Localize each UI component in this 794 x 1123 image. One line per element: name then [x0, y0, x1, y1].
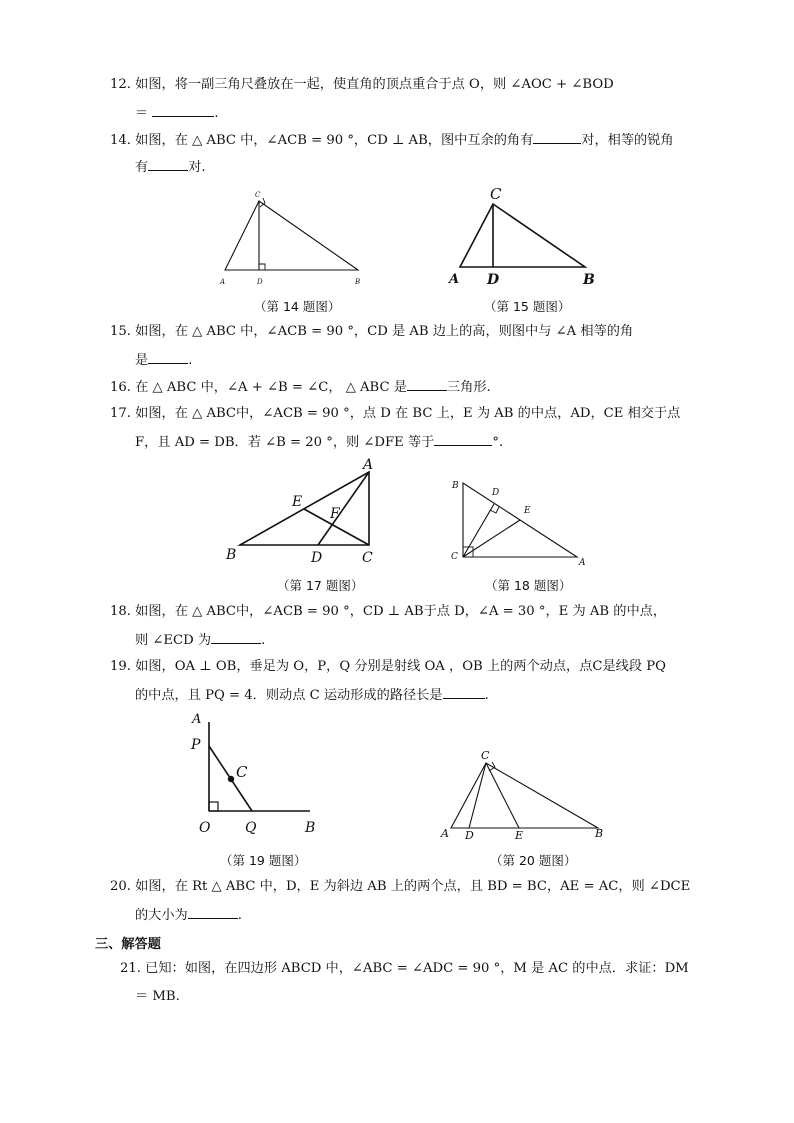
label-b: B	[305, 820, 316, 836]
caption-fig17: （第 17 题图）	[277, 578, 364, 593]
answer-blank[interactable]	[148, 158, 188, 171]
label-d: D	[487, 272, 500, 288]
label-c: C	[362, 550, 373, 566]
label-d: D	[492, 488, 500, 498]
figure-17	[222, 455, 382, 570]
caption-fig19: （第 19 题图）	[220, 853, 307, 868]
caption-fig20: （第 20 题图）	[490, 853, 577, 868]
label-e: E	[524, 506, 531, 516]
label-b: B	[595, 827, 604, 840]
figure-14	[215, 185, 375, 295]
figure-15	[445, 185, 605, 295]
label-c: C	[451, 552, 458, 562]
label-f: F	[330, 506, 340, 522]
answer-blank[interactable]	[148, 351, 188, 364]
q12-line2: ＝ .	[135, 106, 219, 121]
label-p: P	[191, 737, 201, 753]
figure-19	[185, 708, 325, 838]
label-a: A	[579, 558, 586, 568]
label-a: A	[192, 712, 202, 727]
label-a: A	[220, 278, 226, 286]
answer-blank[interactable]	[533, 131, 581, 144]
q21-line1: 21. 已知：如图，在四边形 ABCD 中，∠ABC = ∠ADC = 90 °，M 是 AC 的中点．求证：DM	[120, 961, 689, 976]
answer-blank[interactable]	[152, 104, 214, 117]
label-b: B	[452, 481, 459, 491]
q18-line2: 则 ∠ECD 为 .	[135, 633, 266, 648]
q19-line1: 19. 如图，OA ⊥ OB，垂足为 O，P，Q 分别是射线 OA ，OB 上的两个动点，点C是线段 PQ	[110, 659, 666, 674]
label-b: B	[355, 278, 361, 286]
label-e: E	[515, 829, 524, 842]
label-o: O	[199, 820, 211, 836]
label-c: C	[481, 749, 490, 762]
label-b: B	[583, 272, 595, 288]
label-d: D	[257, 278, 263, 286]
q14-line1: 14. 如图，在 △ ABC 中，∠ACB = 90 °，CD ⊥ AB，图中互余的角有 对，相等的锐角	[110, 133, 674, 148]
q15-line1: 15. 如图，在 △ ABC 中，∠ACB = 90 °，CD 是 AB 边上的高，则图中与 ∠A 相等的角	[110, 324, 634, 339]
q16-line1: 16. 在 △ ABC 中，∠A + ∠B = ∠C， △ ABC 是 三角形.	[110, 380, 491, 395]
label-c: C	[490, 185, 502, 203]
label-q: Q	[245, 820, 257, 836]
answer-blank[interactable]	[211, 631, 261, 644]
section-title: 三、解答题	[95, 937, 161, 952]
q20-line2: 的大小为 .	[135, 908, 242, 923]
q18-line1: 18. 如图，在 △ ABC中，∠ACB = 90 °，CD ⊥ AB于点 D，∠A = 30 °，E 为 AB 的中点，	[110, 604, 667, 619]
label-b: B	[226, 547, 237, 563]
caption-fig14: （第 14 题图）	[254, 299, 341, 314]
label-e: E	[292, 494, 303, 510]
answer-blank[interactable]	[443, 686, 485, 699]
label-c: C	[255, 191, 261, 199]
q21-line2: ＝ MB.	[135, 989, 180, 1004]
figure-20	[435, 745, 615, 845]
caption-fig15: （第 15 题图）	[484, 299, 571, 314]
q12-line1: 12. 如图，将一副三角尺叠放在一起，使直角的顶点重合于点 O，则 ∠AOC + ∠BOD	[110, 77, 614, 92]
label-d: D	[465, 829, 474, 842]
q14-line2: 有 对.	[135, 160, 206, 175]
answer-blank[interactable]	[434, 433, 492, 446]
label-d: D	[311, 550, 323, 566]
answer-blank[interactable]	[407, 378, 447, 391]
q17-line2: F，且 AD = DB．若 ∠B = 20 °，则 ∠DFE 等于 °.	[135, 435, 504, 450]
label-a: A	[449, 272, 460, 287]
q15-line2: 是 .	[135, 353, 193, 368]
answer-blank[interactable]	[188, 906, 238, 919]
label-a: A	[363, 457, 374, 473]
q19-line2: 的中点，且 PQ = 4．则动点 C 运动形成的路径长是 .	[135, 688, 489, 703]
label-c: C	[236, 763, 248, 781]
q17-line1: 17. 如图，在 △ ABC中，∠ACB = 90 °，点 D 在 BC 上，E 为 AB 的中点，AD，CE 相交于点	[110, 406, 681, 421]
q20-line1: 20. 如图，在 Rt △ ABC 中，D，E 为斜边 AB 上的两个点，且 BD = BC，AE = AC，则 ∠DCE	[110, 879, 691, 894]
label-a: A	[441, 827, 449, 840]
figure-18	[450, 475, 595, 575]
caption-fig18: （第 18 题图）	[485, 578, 572, 593]
